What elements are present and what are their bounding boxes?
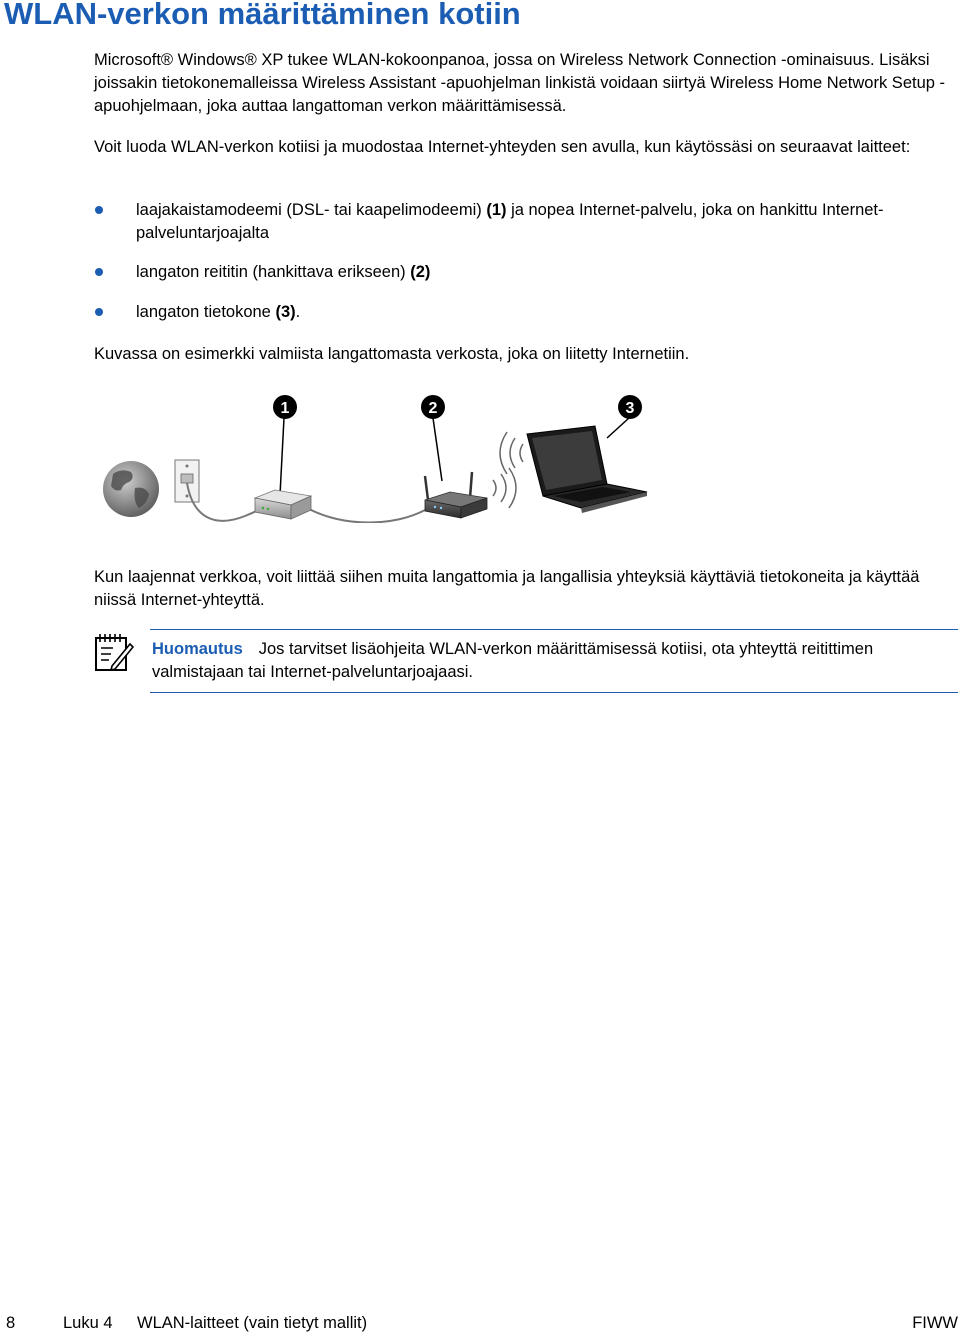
list-item-text-tail: . (295, 303, 301, 321)
network-diagram (95, 388, 655, 523)
cable-line (307, 508, 425, 523)
callout-leader-line (433, 418, 442, 481)
callout-number: 1 (280, 400, 290, 417)
router-wireless-waves-icon (493, 468, 516, 508)
bullet-dot-icon (95, 308, 103, 316)
callout-number: 3 (625, 400, 635, 417)
bullet-dot-icon (95, 206, 103, 214)
footer-edition: FIWW (912, 1314, 958, 1332)
callout-badge-1 (273, 395, 297, 419)
note-body: Jos tarvitset lisäohjeita WLAN-verkon määrittämisessä kotiisi, ota yhteyttä reitittimen valmistajaan tai Internet-palveluntarjoajaasi. (152, 640, 874, 681)
router-icon (425, 472, 487, 518)
note-text (152, 638, 952, 684)
extension-paragraph: Kun laajennat verkkoa, voit liittää siihen muita langattomia ja langallisia yhteyksiä käyttäviä tietokoneita ja käyttää niissä Internet-yhteyttä. (94, 568, 920, 609)
laptop-icon (527, 426, 647, 513)
list-item-text: langaton tietokone (136, 303, 276, 321)
callout-badge-2 (421, 395, 445, 419)
list-item-text: laajakaistamodeemi (DSL- tai kaapelimodeemi) (136, 201, 487, 219)
list-item (94, 301, 960, 324)
modem-icon (255, 490, 311, 519)
list-item (94, 261, 960, 284)
callout-ref: (3) (275, 303, 296, 321)
note-box (150, 629, 958, 693)
note-label: Huomautus (152, 640, 243, 658)
callout-leader-line (280, 418, 284, 495)
footer-chapter-title: WLAN-laitteet (vain tietyt mallit) (137, 1314, 368, 1332)
footer-chapter: Luku 4 (63, 1314, 113, 1332)
globe-icon (103, 461, 159, 517)
wall-jack-icon (175, 460, 199, 502)
callout-ref: (1) (486, 201, 507, 219)
list-item-text-tail: ja nopea Internet-palvelu, joka on hankittu Internet-palveluntarjoajalta (136, 201, 884, 242)
callout-number: 2 (428, 400, 438, 417)
intro-paragraph: Microsoft® Windows® XP tukee WLAN-kokoonpanoa, jossa on Wireless Network Connection -ominaisuus. Lisäksi joissakin tietokonemalleissa Wireless Assistant -apuohjelman linkistä voidaan siirtyä Wireless Home Network Setup -apuohjelmaan, joka auttaa langattoman verkon määrittämisessä. (94, 51, 946, 115)
callout-ref: (2) (410, 263, 431, 281)
requirements-intro: Voit luoda WLAN-verkon kotiisi ja muodostaa Internet-yhteyden sen avulla, kun käytössäsi on seuraavat laitteet: (94, 138, 911, 156)
laptop-wireless-waves-icon (500, 432, 523, 474)
page-title: WLAN-verkon määrittäminen kotiin (4, 0, 521, 31)
bullet-dot-icon (95, 268, 103, 276)
note-pad-icon (94, 632, 134, 672)
equipment-list (94, 199, 960, 324)
list-item (94, 199, 960, 245)
footer-page-number: 8 (6, 1314, 16, 1332)
callout-badge-3 (618, 395, 642, 419)
list-item-text: langaton reititin (hankittava erikseen) (136, 263, 411, 281)
callout-leader-line (607, 418, 629, 438)
figure-caption: Kuvassa on esimerkki valmiista langattomasta verkosta, joka on liitetty Internetiin. (94, 345, 690, 363)
